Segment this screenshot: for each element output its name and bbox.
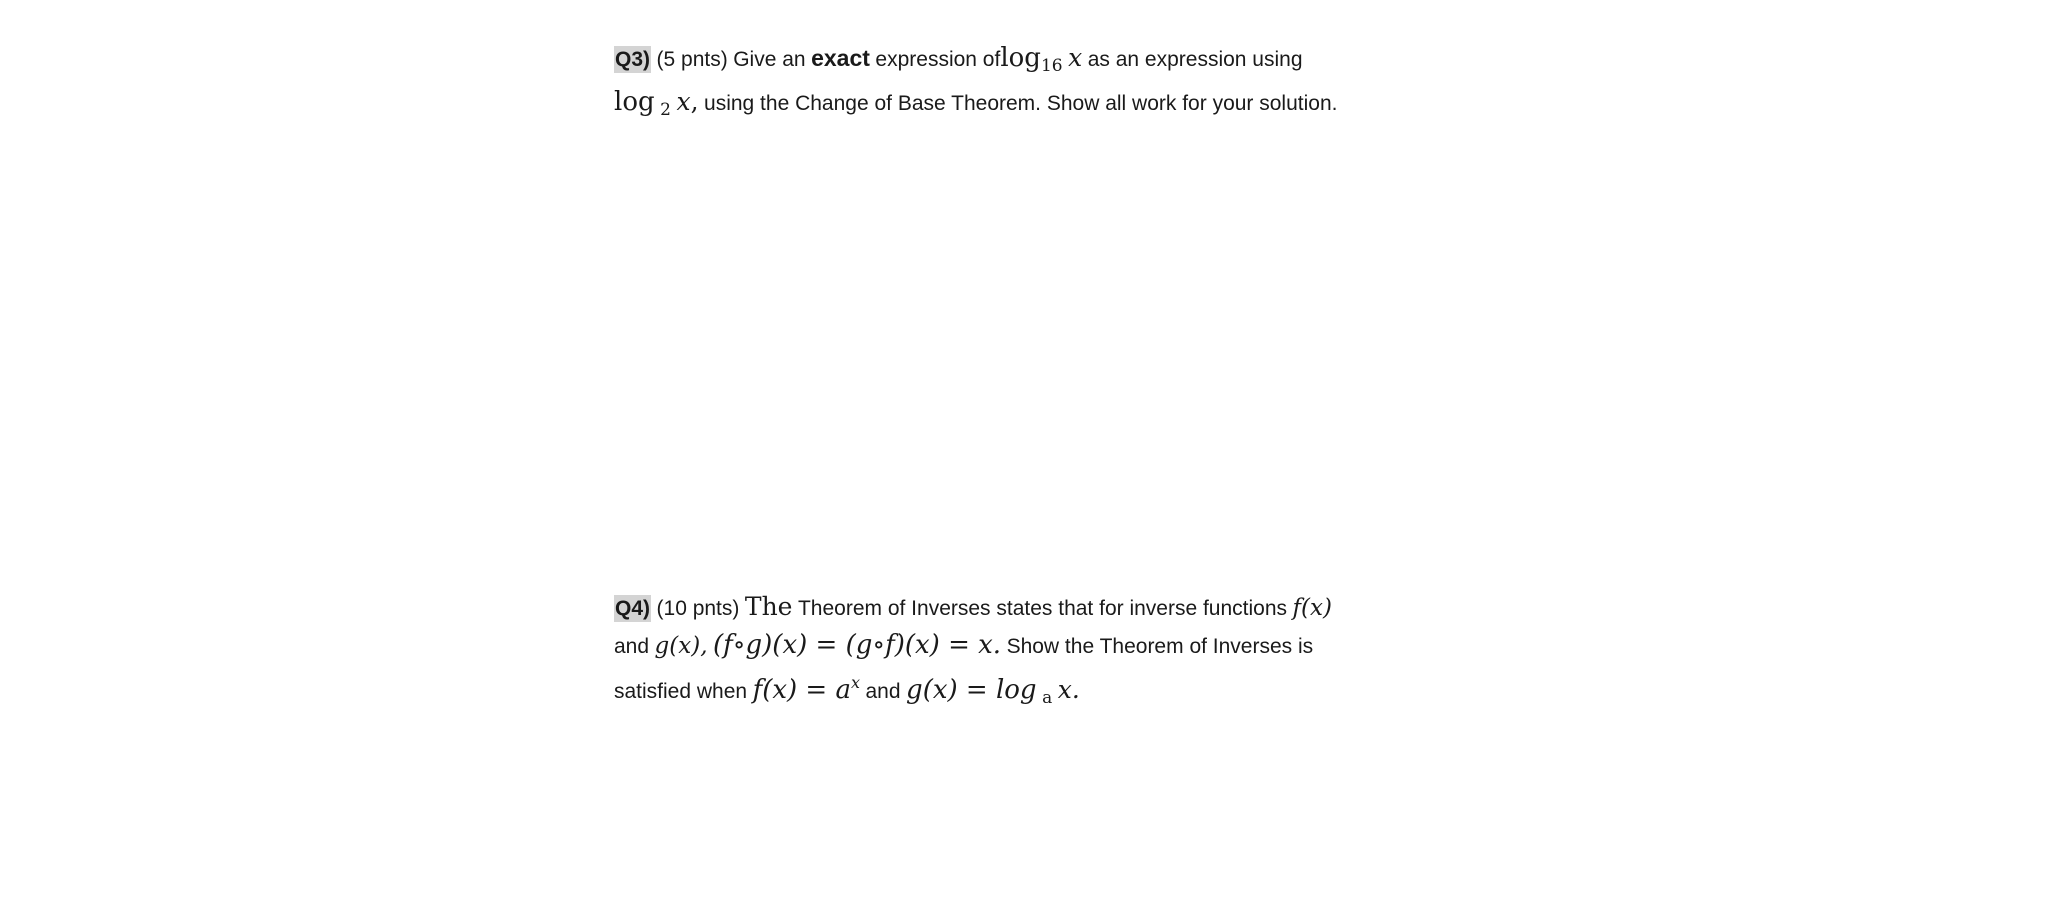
math-f-equals-a: f(x) = a bbox=[752, 675, 851, 705]
question-3-text-exact: exact bbox=[811, 45, 870, 71]
math-log-16-word: log bbox=[1000, 43, 1041, 73]
question-3 bbox=[614, 40, 1434, 128]
math-log-16-base: 16 bbox=[1040, 56, 1063, 76]
question-3-text-rest: using the Change of Base Theorem. Show all work for your solution. bbox=[704, 92, 1338, 115]
math-log-a-base: a bbox=[1042, 688, 1053, 708]
math-log-2-base: 2 bbox=[660, 100, 671, 120]
question-4-points: (10 pnts) bbox=[656, 597, 740, 620]
math-f-of-x: f(x) bbox=[1292, 595, 1332, 621]
question-4-text-and: and bbox=[614, 635, 650, 658]
question-3-text-as-expression: as an expression using bbox=[1087, 48, 1303, 71]
question-4-text-show: Show the Theorem of Inverses is bbox=[1006, 635, 1314, 658]
question-4-text-satisfied: satisfied when bbox=[614, 680, 748, 703]
question-4 bbox=[614, 589, 1434, 716]
question-4-text-the: The bbox=[744, 592, 793, 621]
math-exponent-x: x bbox=[850, 673, 860, 692]
question-4-text-and-2: and bbox=[865, 680, 901, 703]
question-3-label: Q3) bbox=[615, 48, 651, 71]
math-final-x: x. bbox=[1057, 675, 1080, 704]
math-log-2-word: log bbox=[614, 87, 655, 117]
question-3-text-give: Give an bbox=[733, 48, 806, 71]
question-4-label: Q4) bbox=[615, 597, 651, 620]
math-comma: , bbox=[690, 87, 699, 116]
question-4-text-theorem: Theorem of Inverses states that for inverse functions bbox=[797, 597, 1288, 620]
math-g-of-x: g(x), bbox=[654, 633, 708, 659]
question-3-text-expression-of: expression of bbox=[875, 48, 1001, 71]
math-g-equals-log: g(x) = log bbox=[906, 675, 1037, 705]
question-3-points: (5 pnts) bbox=[656, 48, 728, 71]
math-variable-x: x bbox=[1068, 43, 1083, 72]
math-variable-x-2: x bbox=[676, 87, 691, 116]
math-composition-equation: (f∘g)(x) = (g∘f)(x) = x. bbox=[713, 630, 1002, 660]
